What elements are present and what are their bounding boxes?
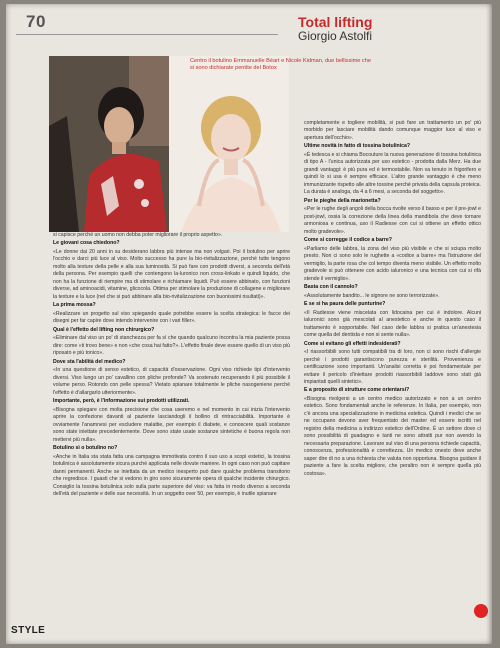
answer-paragraph: «Eliminare dal viso un po' di stanchezza per fa sì che quando qualcuno incontra la mia paziente possa dire: come «ti trovo bene» e non «che cosa hai fatto?». L'effetto finale deve essere quello di un viso più riposato e più tonico». bbox=[53, 335, 290, 357]
answer-paragraph: «Per le rughe degli angoli della bocca rivolte verso il basso e per il pre-jowl e post-jowl, ossia la correzione della linea della mandibola che deve tornare armoniosa e continua, uso il Radiesse con cui si ottiene un effetto ottico molto gradevole». bbox=[304, 206, 481, 235]
question-heading: Ultime novità in fatto di tossina botulinica? bbox=[304, 143, 411, 150]
answer-paragraph: si capisce perché un uomo non debba poter migliorare il proprio aspetto». bbox=[53, 232, 223, 238]
question-heading: Come si evitano gli effetti indesiderati? bbox=[304, 340, 401, 347]
question-heading: Qual è l'effetto del lifting non chirurgico? bbox=[53, 326, 155, 333]
answer-paragraph: completamente e togliere mobilità, si può fare un trattamento un po' più morbido per lasciare mobilità dando comunque maggior luce al viso e apertura dell'occhio». bbox=[304, 120, 481, 141]
photo-left-illustration bbox=[49, 56, 169, 232]
photo-caption bbox=[190, 58, 380, 72]
answer-paragraph: «Bisogna rivolgersi a un centro medico autorizzato e non a un centro estetico. Sono fondamentali anche le referenze. In Italia, per esempio, non c'è ancora una specializzazione in medicina estetica. Quindi i medici che se ne occupano devono aver frequentato dei master ed essere iscritti nel registro della medicina a indirizzo estetico dell'Ordine. È un settore dove ci sono possibilità di guadagno e tanti ne sono attratti pur non avendo la necessaria preparazione. Lavorare sul viso di una persona richiede capacità, conoscenza, professionalità e correttezza. Un medico onesto deve anche saper dire di no a una richiesta che valuta non opportuna. Bisogna guidare il paziente a fare la scelta migliore, che peraltro non è sempre quella più costosa». bbox=[304, 395, 481, 477]
question-heading: Le giovani cosa chiedono? bbox=[53, 240, 120, 247]
answer-paragraph: «Parliamo delle labbra, la zona del viso più visibile e che si sciupa molto presto. Non ci sono solo le rughette a «codice a barre» ma l'istruzione del vermiglio, la parte rosa che col tempo diventa meno visibile. Un effetto molto gradevole si può ottenere con acido ialuronico e una tecnica con cui si rifà stende il vermiglio». bbox=[304, 245, 481, 282]
answer-paragraph: «I riassorbibili sono tutti compatibili tra di loro, non ci sono rischi d'allergie perché i prodotti garantiscono purezza e sterilità. Provenienza e certificazione sono importanti. Un'analisi corretta è poi fondamentale per evitare il pericolo d'iniettare prodotti riassorbibili laddove sono stati già impiantati quelli sintetici». bbox=[304, 349, 481, 385]
answer-paragraph: «In una questione di senso estetico, di capacità d'osservazione. Ogni viso richiede tipi d'intervento diversi. Viso lungo un po' cavallino con pliche profonde? Va sostenuto recuperando il più possibile il volume perso. Rotondo con pelle spessa? Vietato spianare totalmente le pliche nasogeniene perché l'effetto è d'allargarlo ulteriormente». bbox=[53, 367, 290, 396]
magazine-brand: STYLE bbox=[11, 625, 46, 636]
magazine-page bbox=[6, 4, 492, 644]
answer-paragraph: «Realizzare un progetto sul viso spiegando quale potrebbe essere la scelta strategica: le facce dei disegni per far capire dove intendo intervenire con i vari filler». bbox=[53, 310, 290, 325]
question-heading: E se si ha paura delle punturine? bbox=[304, 301, 386, 308]
question-heading: E a proposito di strutture come orientarsi? bbox=[304, 387, 410, 394]
answer-paragraph: «Le donne dai 20 anni in su desiderano labbra più intense ma non volgari. Poi il botulino per aprire l'occhio e darci più luce al viso. Molto successo ha pure la bio-rivitalizzazione, perché tutte tengono molto alla texture della pelle e alla sua luminosità. Si può fare con prodotti diversi, a seconda dell'età della persona. Per esempio quelli che contengono la-luronico non cross-linkato e quindi liquido, che non ha la funzione di riempire ma di stimolare e richiamare liquidi. Può essere abbinato, con funzioni diverse, ad aminoacidi, vitamine, glicocola. Ottima per stimolare la produzione di collagene e migliorare la texture e la luce (nel che si può abbinare alla bio-rivitalizzazione con buonissimi risultati)». bbox=[53, 248, 290, 300]
question-heading: Per le pieghe della marionetta? bbox=[304, 197, 381, 204]
caption-left: Centro il botulino Emmanuelle Béart e Nicole Kidman, due bellissime che bbox=[190, 58, 371, 64]
question-heading: Botulino sì o botulino no? bbox=[53, 445, 118, 452]
page-number: 70 bbox=[26, 12, 46, 31]
question-heading: La prima mossa? bbox=[53, 302, 96, 309]
question-heading: Basta con il cannolo? bbox=[304, 284, 358, 291]
answer-paragraph: «Bisogna spiegare con molta precisione che cosa useremo e nel momento in cui inizia l'intervento aprire la confezione davanti al paziente lasciandogli il bollino di rintracciabilità. Importante è ovviamente l'anamnesi per escludere malattie, per esempio il diabete, e conoscere quali sostanze sono state iniettate precedentemente. Dove sono state usate sostanze sintetiche è buona regola non mettervi più nulla». bbox=[53, 406, 290, 443]
photo-nicole-kidman bbox=[169, 56, 289, 232]
caption-right: si sono dichiarate pentite del Botox bbox=[190, 64, 277, 71]
article-column-left bbox=[53, 232, 290, 499]
question-heading: Come si corregge il codice a barre? bbox=[304, 237, 392, 244]
section-author: Giorgio Astolfi bbox=[298, 29, 373, 43]
photo-right-illustration bbox=[169, 56, 289, 232]
answer-paragraph: «Il Radiesse viene miscelata con lidocaina per cui è indolore. Alcuni ialuronici sono già mescolati al anestetico e anche in questo caso il trattamento è sopportabile. Nel caso delle labbra si pratica un'anestesia come quella del dentista e non si sente nulla». bbox=[304, 309, 481, 339]
article-column-right bbox=[304, 120, 481, 479]
section-title: Total lifting bbox=[298, 14, 373, 30]
question-heading: Importante, però, è l'informazione sui prodotti utilizzati. bbox=[53, 398, 190, 405]
answer-paragraph: «È tedesca e si chiama Bocouture la nuova generazione di tossina botulinica di tipo A - l'unica autorizzata per uso estetico - prodotta dalla Merz. Ha due grandi vantaggi: è più pura ed è termostabile. Non va tenuto in frigorifero e quindi lo si usa è sempre efficace. L'altro grande vantaggio è che meno immunizzante rispetto alle altre tossine perché privata della capsula proteica. La durata è analoga, da 4 a 6 mesi, a seconda del soggetto». bbox=[304, 151, 481, 196]
header-rule bbox=[16, 34, 278, 35]
answer-paragraph: «Assolutamente bandito... le signore ne sono terrorizzate». bbox=[304, 292, 440, 299]
photo-emmanuelle-beart bbox=[49, 56, 169, 232]
answer-paragraph: «Anche in Italia sta stata fatta una campagna immotivata contro il suo uso a scopi estetici, la tossina botulinica è assolutamente sicura purché applicata nelle dovute maniere. In ogni caso non può capitare danni permanenti. Anche se iniettata da un medico inesperto può dare qualche problema transitorio che regredisce. I guasti che si vedono in giro sono sicuramente opera di qualche incidente chirurgico. Consiglio la tossina botulinica solo sulla parte superiore del viso: va fatta in modo diverso a seconda dell'età del paziente e delle sue necessità. In un soggetto over 50, per esempio, è inutile spianare bbox=[53, 453, 290, 497]
page-spine-shadow bbox=[486, 4, 492, 644]
question-heading: Dove sta l'abilità del medico? bbox=[53, 358, 126, 365]
